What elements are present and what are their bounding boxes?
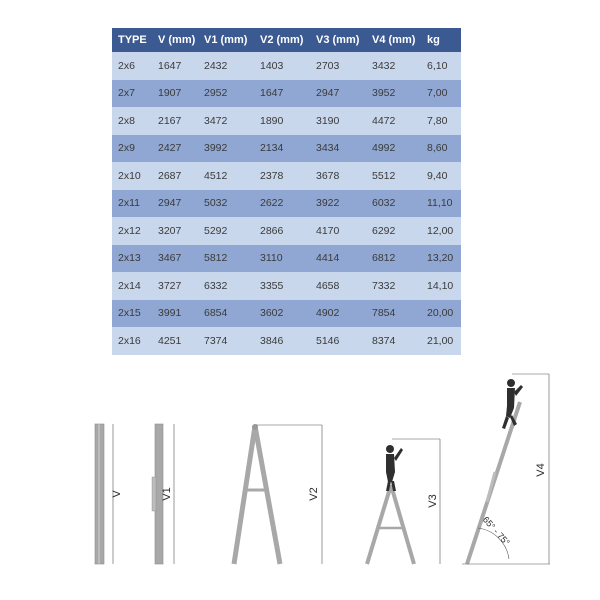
cell-v4: 6032 [366,190,421,218]
cell-v: 2167 [152,107,198,135]
cell-v: 3467 [152,245,198,273]
cell-kg: 13,20 [421,245,461,273]
cell-v1: 6854 [198,300,254,328]
cell-v4: 3432 [366,52,421,80]
header-kg: kg [421,28,461,52]
table-row [112,52,461,80]
label-v4: V4 [535,463,547,477]
cell-type: 2x10 [112,162,152,190]
cell-v: 1647 [152,52,198,80]
label-v2: V2 [308,487,320,501]
table-row [112,245,461,273]
cell-v3: 4902 [310,300,366,328]
cell-v1: 3992 [198,135,254,163]
header-v1: V1 (mm) [198,28,254,52]
header-v: V (mm) [152,28,198,52]
cell-v4: 3952 [366,80,421,108]
cell-v1: 6332 [198,272,254,300]
cell-v1: 5032 [198,190,254,218]
cell-v4: 8374 [366,327,421,355]
cell-v2: 3110 [254,245,310,273]
cell-type: 2x13 [112,245,152,273]
cell-v3: 4658 [310,272,366,300]
ladder-single-section [95,424,123,564]
table-row [112,135,461,163]
table-row [112,300,461,328]
table-row [112,217,461,245]
cell-type: 2x16 [112,327,152,355]
label-v3: V3 [427,494,439,508]
header-v4: V4 (mm) [366,28,421,52]
cell-v2: 3602 [254,300,310,328]
cell-v2: 1403 [254,52,310,80]
table-row [112,272,461,300]
cell-v1: 2952 [198,80,254,108]
cell-v1: 7374 [198,327,254,355]
cell-v: 3207 [152,217,198,245]
cell-v4: 4992 [366,135,421,163]
cell-kg: 14,10 [421,272,461,300]
cell-v3: 3434 [310,135,366,163]
cell-kg: 8,60 [421,135,461,163]
cell-v2: 2134 [254,135,310,163]
cell-type: 2x11 [112,190,152,218]
cell-v1: 2432 [198,52,254,80]
cell-kg: 7,80 [421,107,461,135]
cell-v4: 6292 [366,217,421,245]
cell-v4: 4472 [366,107,421,135]
table-row [112,327,461,355]
cell-v: 1907 [152,80,198,108]
cell-type: 2x14 [112,272,152,300]
cell-v3: 3678 [310,162,366,190]
cell-type: 2x9 [112,135,152,163]
cell-v3: 4170 [310,217,366,245]
cell-kg: 11,10 [421,190,461,218]
cell-kg: 21,00 [421,327,461,355]
cell-type: 2x12 [112,217,152,245]
cell-v3: 5146 [310,327,366,355]
label-v1: V1 [161,487,173,501]
label-v: V [111,490,123,498]
cell-kg: 6,10 [421,52,461,80]
cell-v2: 2866 [254,217,310,245]
cell-v2: 2378 [254,162,310,190]
cell-type: 2x6 [112,52,152,80]
table-row [112,80,461,108]
cell-v3: 2947 [310,80,366,108]
table-row [112,190,461,218]
ladder-extended [152,424,174,564]
cell-v3: 4414 [310,245,366,273]
cell-v: 4251 [152,327,198,355]
cell-v: 2427 [152,135,198,163]
cell-v3: 3190 [310,107,366,135]
person-figure [386,445,403,491]
cell-v2: 3355 [254,272,310,300]
ladder-a-frame-with-person [367,439,440,564]
spec-table [112,28,461,355]
cell-kg: 9,40 [421,162,461,190]
cell-v4: 7332 [366,272,421,300]
cell-v1: 4512 [198,162,254,190]
cell-v3: 3922 [310,190,366,218]
cell-v1: 3472 [198,107,254,135]
cell-v2: 2622 [254,190,310,218]
cell-v1: 5292 [198,217,254,245]
cell-kg: 20,00 [421,300,461,328]
cell-kg: 12,00 [421,217,461,245]
cell-v2: 1647 [254,80,310,108]
table-header-row [112,28,461,52]
ladder-leaning-with-person [462,374,550,564]
cell-v3: 2703 [310,52,366,80]
cell-v4: 6812 [366,245,421,273]
table-row [112,107,461,135]
cell-v4: 5512 [366,162,421,190]
cell-v: 2687 [152,162,198,190]
ladder-a-frame [234,424,322,564]
cell-v4: 7854 [366,300,421,328]
header-v2: V2 (mm) [254,28,310,52]
cell-type: 2x15 [112,300,152,328]
cell-v2: 1890 [254,107,310,135]
cell-v: 2947 [152,190,198,218]
table-row [112,162,461,190]
angle-label: 65° - 75° [480,514,512,548]
cell-v: 3991 [152,300,198,328]
header-v3: V3 (mm) [310,28,366,52]
header-type: TYPE [112,28,152,52]
cell-type: 2x8 [112,107,152,135]
cell-v: 3727 [152,272,198,300]
cell-v2: 3846 [254,327,310,355]
cell-kg: 7,00 [421,80,461,108]
cell-type: 2x7 [112,80,152,108]
cell-v1: 5812 [198,245,254,273]
ladder-diagram [0,360,600,600]
table-body [112,52,461,355]
